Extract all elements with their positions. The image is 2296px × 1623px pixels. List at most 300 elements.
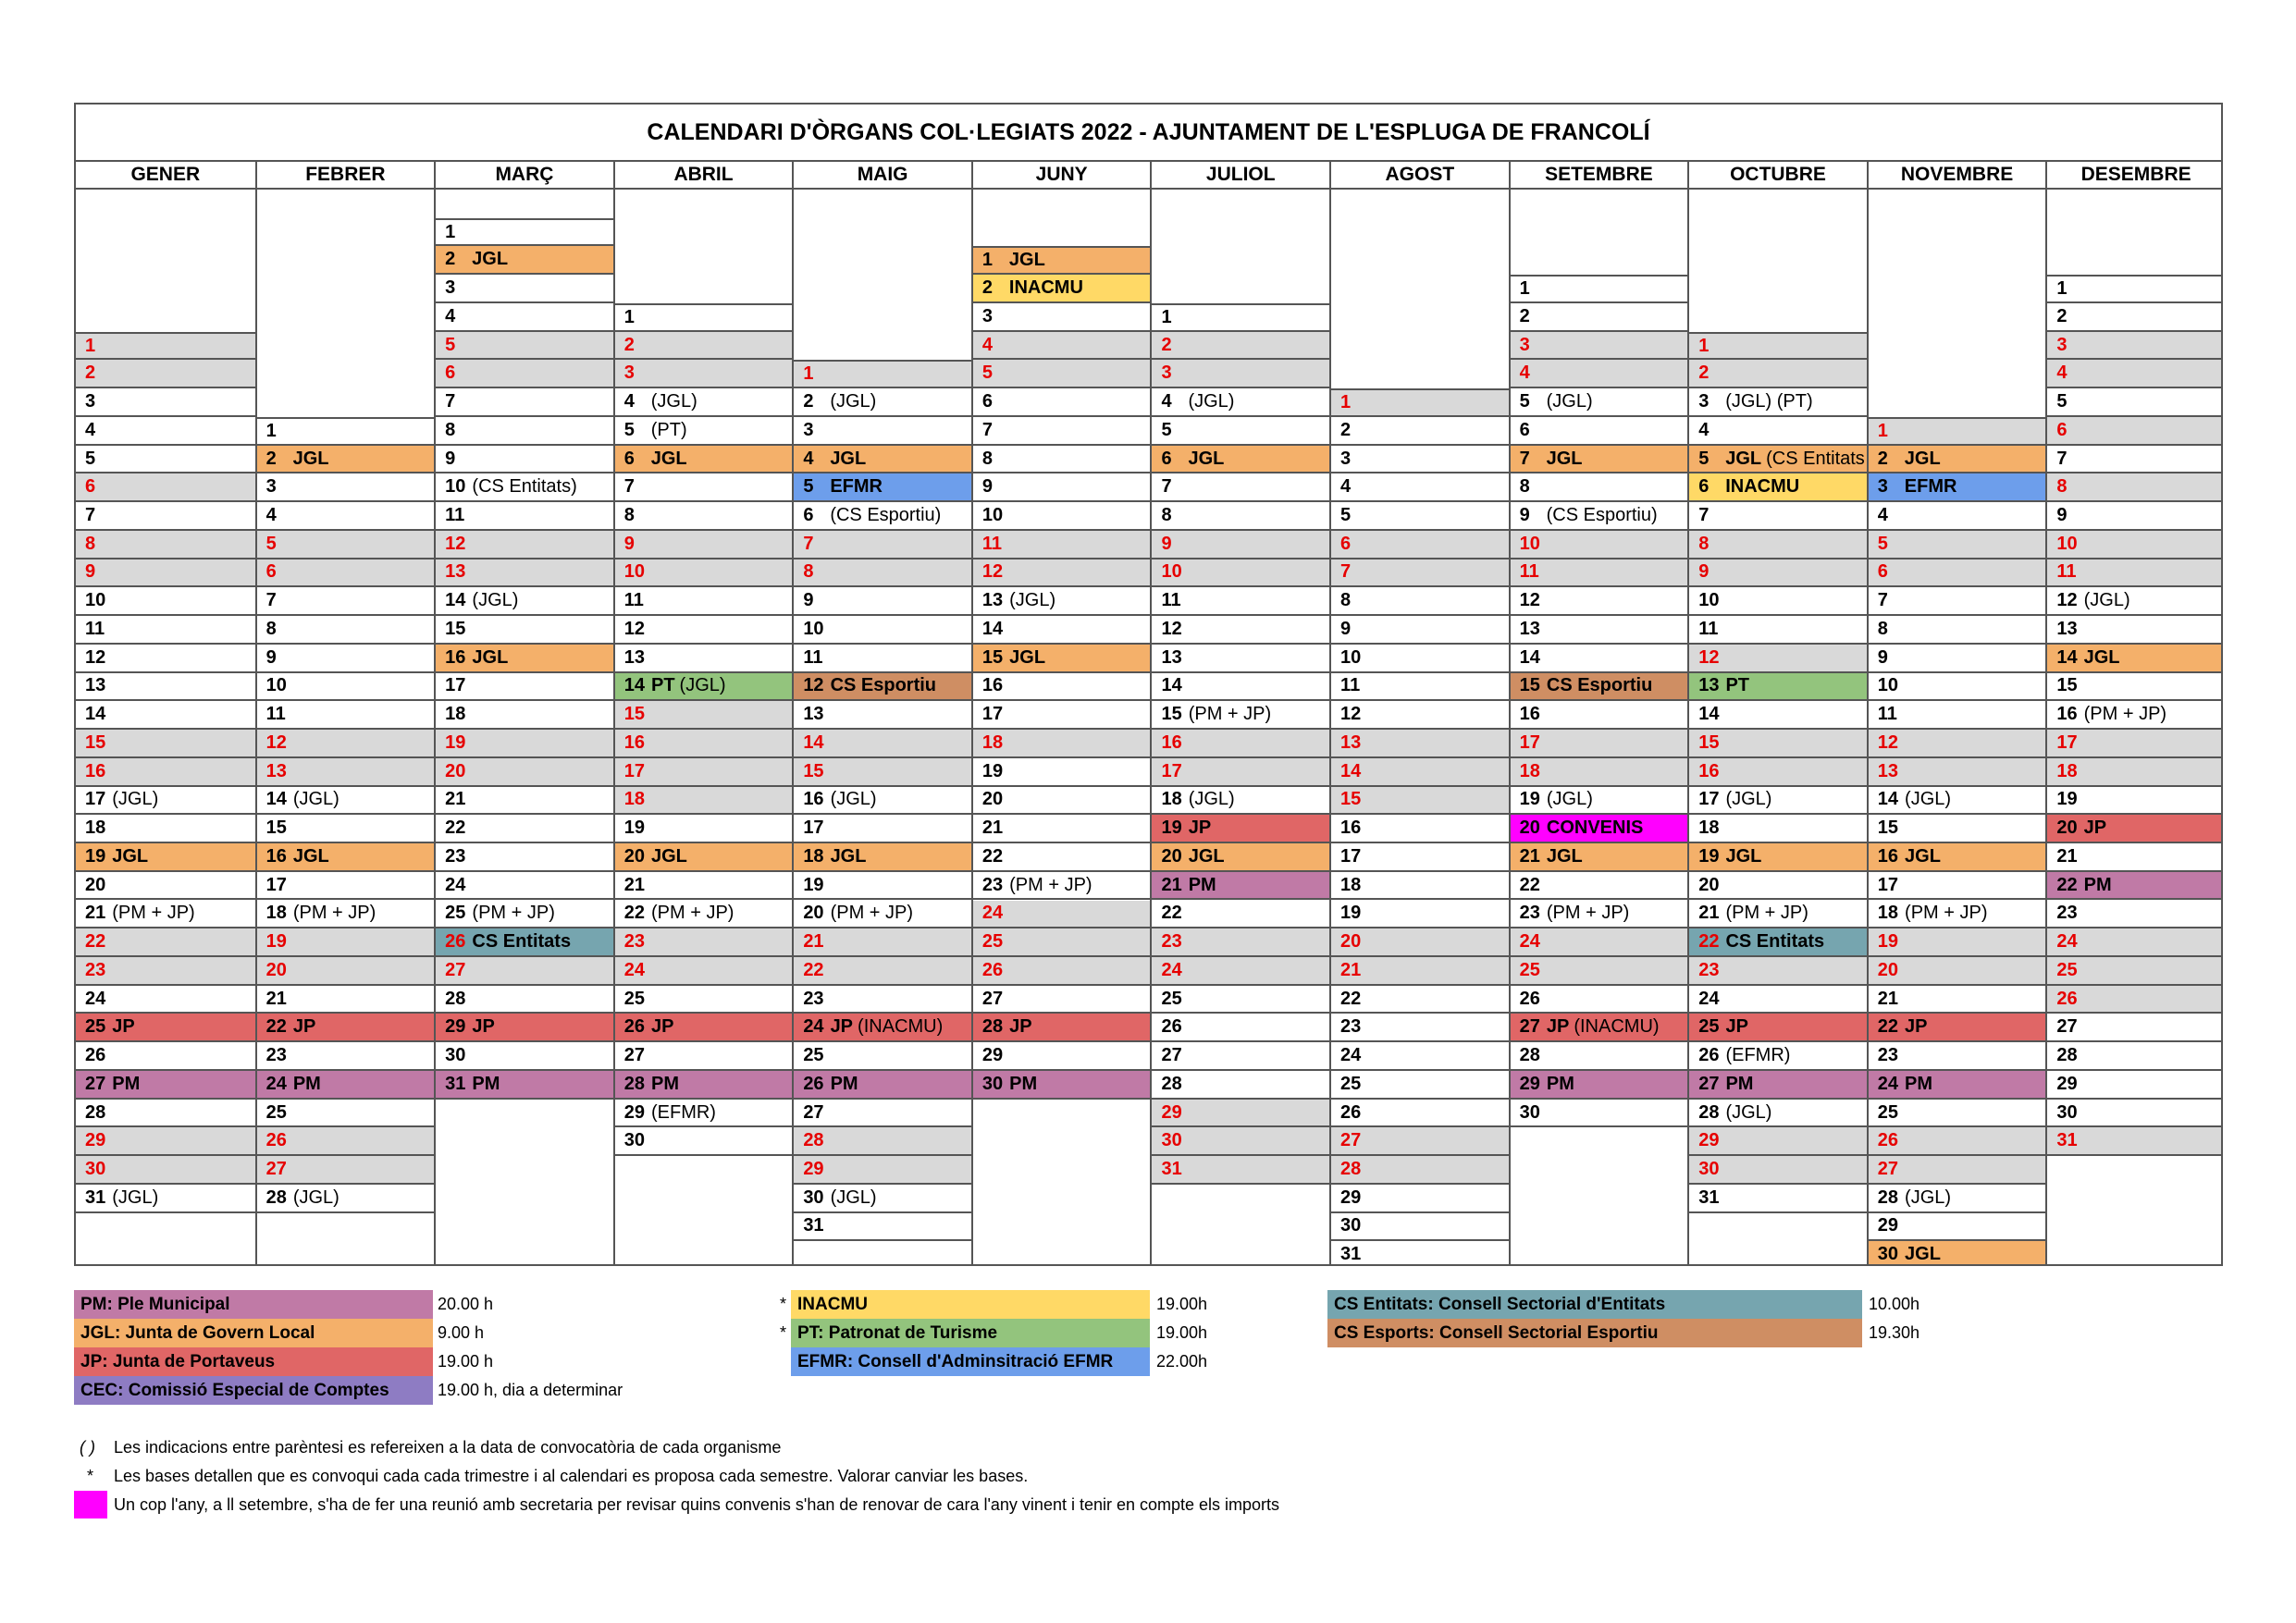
day-label: CS Entitats	[1725, 931, 1825, 953]
day-number: 16	[85, 760, 106, 781]
day-number: 29	[1161, 1101, 1182, 1123]
day-cell	[615, 303, 793, 332]
day-cell	[1511, 446, 1688, 474]
day-cell	[257, 758, 435, 787]
day-number: 17	[623, 760, 645, 781]
day-cell	[2047, 1071, 2223, 1100]
day-cell	[436, 758, 613, 787]
month-column	[1329, 162, 1509, 1266]
day-number: 2	[981, 277, 994, 299]
month-column	[971, 162, 1151, 1266]
day-cell	[1331, 473, 1509, 502]
day-cell	[1331, 843, 1509, 872]
day-cell	[2047, 843, 2223, 872]
day-number: 22	[1877, 1016, 1899, 1038]
day-cell	[257, 1127, 435, 1156]
day-number: 6	[1161, 448, 1172, 469]
day-number: 17	[1519, 732, 1540, 753]
day-number: 4	[803, 448, 814, 469]
day-number: 14	[1519, 646, 1540, 668]
day-number: 21	[265, 988, 287, 1009]
day-label: JGL	[1905, 1244, 1941, 1265]
day-label: (CS Entitats)	[472, 476, 577, 498]
day-cell	[973, 246, 1151, 275]
day-cell	[794, 701, 971, 730]
day-cell	[794, 843, 971, 872]
day-cell	[1869, 1213, 2046, 1242]
note-asterisk: Les bases detallen que es convoqui cada cada trimestre i al calendari es proposa cada semestre. Valorar canviar les bases.	[114, 1466, 1029, 1485]
day-number: 8	[981, 448, 994, 469]
day-number: 20	[1340, 931, 1362, 953]
day-cell	[436, 587, 613, 616]
day-cell	[1152, 815, 1329, 843]
day-cell	[436, 473, 613, 502]
day-label: JGL	[1546, 845, 1583, 867]
day-cell	[794, 645, 971, 673]
day-number: 9	[981, 476, 994, 498]
day-number: 24	[1161, 959, 1182, 980]
note-parenthesis-mark: ( )	[80, 1437, 95, 1457]
day-cell	[2047, 815, 2223, 843]
day-number: 1	[1340, 392, 1352, 413]
day-number: 4	[1340, 476, 1352, 498]
day-number: 4	[981, 334, 994, 355]
day-number: 1	[803, 363, 814, 385]
day-number: 30	[85, 1159, 106, 1180]
day-cell	[1511, 787, 1688, 816]
day-number: 22	[981, 845, 1004, 867]
day-cell	[1689, 587, 1867, 616]
day-number: 20	[1161, 845, 1182, 867]
day-label: JGL	[112, 845, 149, 867]
day-label: PT	[1725, 675, 1750, 696]
day-number: 8	[1519, 476, 1530, 498]
day-number: 25	[1161, 988, 1182, 1009]
day-cell	[1869, 1127, 2046, 1156]
day-cell	[1152, 730, 1329, 758]
day-cell	[76, 986, 255, 1014]
day-cell	[1152, 957, 1329, 986]
day-number: 31	[1161, 1159, 1182, 1180]
day-number: 15	[265, 818, 287, 839]
day-cell	[1689, 332, 1867, 361]
day-number: 1	[1698, 335, 1710, 356]
day-number: 8	[1340, 590, 1352, 611]
legend-cs-esports: CS Esports: Consell Sectorial Esportiu	[1327, 1319, 1862, 1347]
day-label: CS Entitats	[472, 931, 572, 953]
day-number: 9	[1519, 504, 1530, 525]
day-label: (PM + JP)	[1905, 903, 1988, 924]
day-cell	[436, 246, 613, 275]
day-number: 5	[1877, 533, 1888, 554]
day-number: 2	[265, 448, 277, 469]
month-header: GENER	[76, 162, 255, 190]
legend-inacmu-star: *	[780, 1295, 787, 1313]
day-number: 21	[1340, 959, 1362, 980]
day-number: 27	[1877, 1159, 1899, 1180]
day-number: 23	[85, 959, 106, 980]
day-number: 9	[1698, 561, 1710, 583]
day-cell	[973, 616, 1151, 645]
day-cell	[973, 417, 1151, 446]
day-label: (PT)	[650, 419, 687, 440]
day-cell	[1689, 645, 1867, 673]
day-number: 17	[85, 789, 106, 810]
day-cell	[436, 218, 613, 247]
day-cell	[1689, 388, 1867, 417]
day-label: JGL	[830, 448, 867, 469]
day-number: 29	[981, 1045, 1004, 1066]
day-cell	[257, 645, 435, 673]
day-cell	[436, 701, 613, 730]
day-number: 17	[1698, 789, 1720, 810]
day-cell	[794, 446, 971, 474]
day-label: (PM + JP)	[1188, 704, 1272, 725]
day-number: 29	[2056, 1073, 2078, 1094]
day-cell	[257, 673, 435, 702]
day-label: PM	[650, 1073, 679, 1094]
day-number: 14	[1698, 704, 1720, 725]
day-cell	[794, 587, 971, 616]
day-number: 1	[1877, 420, 1888, 441]
day-label: (JGL)	[292, 1187, 339, 1208]
day-number: 29	[445, 1016, 466, 1038]
day-number: 27	[1340, 1130, 1362, 1151]
day-number: 26	[265, 1130, 287, 1151]
day-number: 28	[981, 1016, 1004, 1038]
day-cell	[794, 1185, 971, 1213]
day-cell	[2047, 730, 2223, 758]
day-number: 25	[981, 931, 1004, 953]
day-cell	[76, 730, 255, 758]
calendar-title: CALENDARI D'ÒRGANS COL·LEGIATS 2022 - AJUNTAMENT DE L'ESPLUGA DE FRANCOLÍ	[76, 105, 2221, 162]
day-cell	[76, 417, 255, 446]
day-cell	[1152, 417, 1329, 446]
day-cell	[436, 986, 613, 1014]
day-number: 28	[1698, 1101, 1720, 1123]
day-number: 28	[623, 1073, 645, 1094]
day-number: 13	[1519, 618, 1540, 639]
day-label: PM	[2083, 874, 2112, 895]
day-number: 23	[2056, 903, 2078, 924]
day-number: 29	[1340, 1187, 1362, 1208]
day-label: JGL	[292, 448, 329, 469]
day-number: 12	[85, 646, 106, 668]
day-number: 8	[1161, 504, 1172, 525]
day-cell	[1331, 957, 1509, 986]
day-number: 3	[1519, 334, 1530, 355]
day-cell	[1511, 1042, 1688, 1071]
day-cell	[257, 901, 435, 929]
day-cell	[1869, 928, 2046, 957]
day-number: 27	[265, 1159, 287, 1180]
day-number: 23	[1698, 959, 1720, 980]
day-number: 6	[265, 561, 277, 583]
day-number: 21	[2056, 845, 2078, 867]
day-cell	[436, 787, 613, 816]
day-cell	[436, 616, 613, 645]
day-cell	[1689, 1071, 1867, 1100]
day-number: 10	[1161, 561, 1182, 583]
day-cell	[1869, 587, 2046, 616]
day-cell	[1511, 872, 1688, 901]
legend-pt-star: *	[780, 1323, 787, 1342]
day-cell	[76, 872, 255, 901]
day-number: 15	[1877, 818, 1899, 839]
day-number: 21	[803, 931, 824, 953]
day-number: 23	[445, 845, 466, 867]
day-cell	[257, 587, 435, 616]
day-number: 12	[1519, 590, 1540, 611]
day-number: 28	[1519, 1045, 1540, 1066]
day-number: 26	[1877, 1130, 1899, 1151]
day-number: 2	[1698, 363, 1710, 384]
day-cell	[1331, 1185, 1509, 1213]
day-cell	[2047, 446, 2223, 474]
day-label: (JGL)	[1725, 789, 1772, 810]
day-label: (JGL) (PT)	[1725, 391, 1813, 412]
day-label: (JGL)	[830, 1187, 877, 1208]
day-number: 22	[623, 903, 645, 924]
day-cell	[794, 1100, 971, 1128]
day-cell	[1869, 872, 2046, 901]
day-cell	[436, 928, 613, 957]
day-number: 26	[623, 1016, 645, 1038]
day-cell	[436, 502, 613, 531]
day-number: 24	[1340, 1045, 1362, 1066]
day-number: 14	[981, 618, 1004, 639]
day-cell	[2047, 616, 2223, 645]
legend-efmr-time: 22.00h	[1156, 1352, 1208, 1371]
day-cell	[436, 275, 613, 303]
day-number: 24	[981, 903, 1004, 924]
day-number: 1	[981, 250, 994, 271]
day-cell	[615, 616, 793, 645]
day-number: 9	[1340, 618, 1352, 639]
day-number: 31	[2056, 1130, 2078, 1151]
day-number: 14	[85, 704, 106, 725]
day-cell	[794, 1156, 971, 1185]
day-number: 15	[85, 732, 106, 753]
day-cell	[76, 901, 255, 929]
day-cell	[973, 1014, 1151, 1042]
day-number: 18	[445, 704, 466, 725]
day-cell	[973, 531, 1151, 559]
legend-jgl: JGL: Junta de Govern Local	[74, 1319, 433, 1347]
day-cell	[1331, 587, 1509, 616]
day-label: CS Esportiu	[1546, 675, 1653, 696]
day-cell	[2047, 986, 2223, 1014]
day-number: 3	[265, 476, 277, 498]
day-number: 9	[445, 448, 456, 469]
day-cell	[436, 531, 613, 559]
day-cell	[973, 701, 1151, 730]
day-number: 21	[1161, 874, 1182, 895]
day-number: 29	[623, 1101, 645, 1123]
day-number: 8	[1877, 618, 1888, 639]
day-cell	[2047, 303, 2223, 332]
day-cell	[1511, 957, 1688, 986]
day-cell	[1869, 446, 2046, 474]
day-cell	[615, 957, 793, 986]
day-cell	[76, 502, 255, 531]
day-cell	[76, 815, 255, 843]
day-number: 23	[265, 1045, 287, 1066]
day-cell	[794, 1127, 971, 1156]
day-cell	[436, 872, 613, 901]
day-number: 13	[623, 646, 645, 668]
month-column	[434, 162, 613, 1266]
day-cell	[1689, 1156, 1867, 1185]
day-number: 14	[1161, 675, 1182, 696]
day-cell	[436, 360, 613, 388]
day-number: 12	[803, 675, 824, 696]
day-cell	[1689, 473, 1867, 502]
day-cell	[76, 1156, 255, 1185]
day-cell	[1331, 1213, 1509, 1242]
day-number: 15	[981, 646, 1004, 668]
day-cell	[2047, 332, 2223, 361]
day-number: 16	[445, 646, 466, 668]
day-cell	[1689, 928, 1867, 957]
day-label: (PM + JP)	[1725, 903, 1808, 924]
day-cell	[615, 673, 793, 702]
day-number: 16	[803, 789, 824, 810]
day-cell	[257, 473, 435, 502]
day-number: 13	[1161, 646, 1182, 668]
day-cell	[615, 332, 793, 361]
day-number: 6	[85, 476, 96, 498]
day-cell	[1689, 701, 1867, 730]
day-cell	[257, 531, 435, 559]
day-cell	[973, 673, 1151, 702]
day-cell	[1689, 531, 1867, 559]
day-label: (CS Esportiu)	[1546, 504, 1658, 525]
day-cell	[76, 673, 255, 702]
day-cell	[1869, 417, 2046, 446]
day-label: PM	[1725, 1073, 1754, 1094]
day-number: 20	[85, 874, 106, 895]
day-label: (JGL)	[1905, 1187, 1952, 1208]
day-number: 23	[1161, 931, 1182, 953]
day-number: 6	[1877, 561, 1888, 583]
legend-inacmu: INACMU	[791, 1290, 1150, 1319]
day-cell	[1331, 986, 1509, 1014]
day-number: 24	[1698, 988, 1720, 1009]
legend-inacmu-time: 19.00h	[1156, 1295, 1208, 1313]
day-number: 12	[2056, 590, 2078, 611]
day-label: JGL	[292, 845, 329, 867]
day-number: 21	[1877, 988, 1899, 1009]
day-cell	[1511, 360, 1688, 388]
day-cell	[76, 332, 255, 361]
day-number: 10	[981, 504, 1004, 525]
day-label: JP	[1009, 1016, 1032, 1038]
day-label: JP	[472, 1016, 495, 1038]
day-cell	[1869, 730, 2046, 758]
day-number: 28	[2056, 1045, 2078, 1066]
day-number: 4	[1698, 419, 1710, 440]
day-cell	[257, 957, 435, 986]
day-cell	[1869, 815, 2046, 843]
day-cell	[436, 815, 613, 843]
day-number: 19	[1340, 903, 1362, 924]
day-number: 28	[1877, 1187, 1899, 1208]
legend-efmr: EFMR: Consell d'Adminsitració EFMR	[791, 1347, 1150, 1376]
day-cell	[1331, 673, 1509, 702]
day-number: 28	[1340, 1159, 1362, 1180]
day-cell	[436, 843, 613, 872]
day-number: 26	[1698, 1045, 1720, 1066]
day-cell	[257, 787, 435, 816]
day-label: (PM + JP)	[292, 903, 376, 924]
day-cell	[1511, 616, 1688, 645]
day-number: 7	[85, 504, 96, 525]
day-cell	[1511, 758, 1688, 787]
day-number: 22	[1698, 931, 1720, 953]
day-cell	[615, 360, 793, 388]
day-label: (JGL)	[830, 789, 877, 810]
day-cell	[1869, 901, 2046, 929]
day-number: 10	[265, 675, 287, 696]
day-number: 23	[981, 874, 1004, 895]
day-number: 10	[1698, 590, 1720, 611]
day-number: 8	[2056, 476, 2068, 498]
day-cell	[2047, 701, 2223, 730]
day-cell	[76, 616, 255, 645]
day-number: 11	[623, 590, 644, 611]
day-cell	[1689, 1127, 1867, 1156]
note-asterisk-mark: *	[87, 1466, 94, 1485]
day-cell	[615, 901, 793, 929]
day-cell	[615, 559, 793, 588]
day-cell	[794, 815, 971, 843]
day-number: 7	[1877, 590, 1888, 611]
day-number: 15	[1519, 675, 1540, 696]
day-cell	[1869, 1185, 2046, 1213]
day-number: 1	[445, 221, 456, 242]
day-cell	[1152, 502, 1329, 531]
day-cell	[1869, 673, 2046, 702]
day-number: 27	[1161, 1045, 1182, 1066]
day-number: 30	[1877, 1244, 1899, 1265]
day-number: 11	[981, 533, 1003, 554]
day-number: 2	[445, 249, 456, 270]
day-number: 26	[445, 931, 466, 953]
day-number: 18	[623, 789, 645, 810]
day-number: 30	[1698, 1159, 1720, 1180]
day-number: 24	[623, 959, 645, 980]
day-number: 10	[85, 590, 106, 611]
day-cell	[1152, 531, 1329, 559]
day-number: 1	[85, 335, 96, 356]
day-label: PM	[292, 1073, 321, 1094]
day-cell	[1331, 1100, 1509, 1128]
day-label: PT	[650, 675, 675, 696]
day-cell	[76, 360, 255, 388]
day-number: 14	[2056, 646, 2078, 668]
day-label: JP	[1546, 1016, 1570, 1038]
day-cell	[973, 360, 1151, 388]
day-cell	[1511, 986, 1688, 1014]
month-column	[1867, 162, 2046, 1266]
day-cell	[794, 1071, 971, 1100]
day-cell	[615, 701, 793, 730]
day-label: JGL	[1188, 845, 1225, 867]
day-number: 19	[803, 874, 824, 895]
legend-pm: PM: Ple Municipal	[74, 1290, 433, 1319]
day-number: 11	[1340, 675, 1361, 696]
